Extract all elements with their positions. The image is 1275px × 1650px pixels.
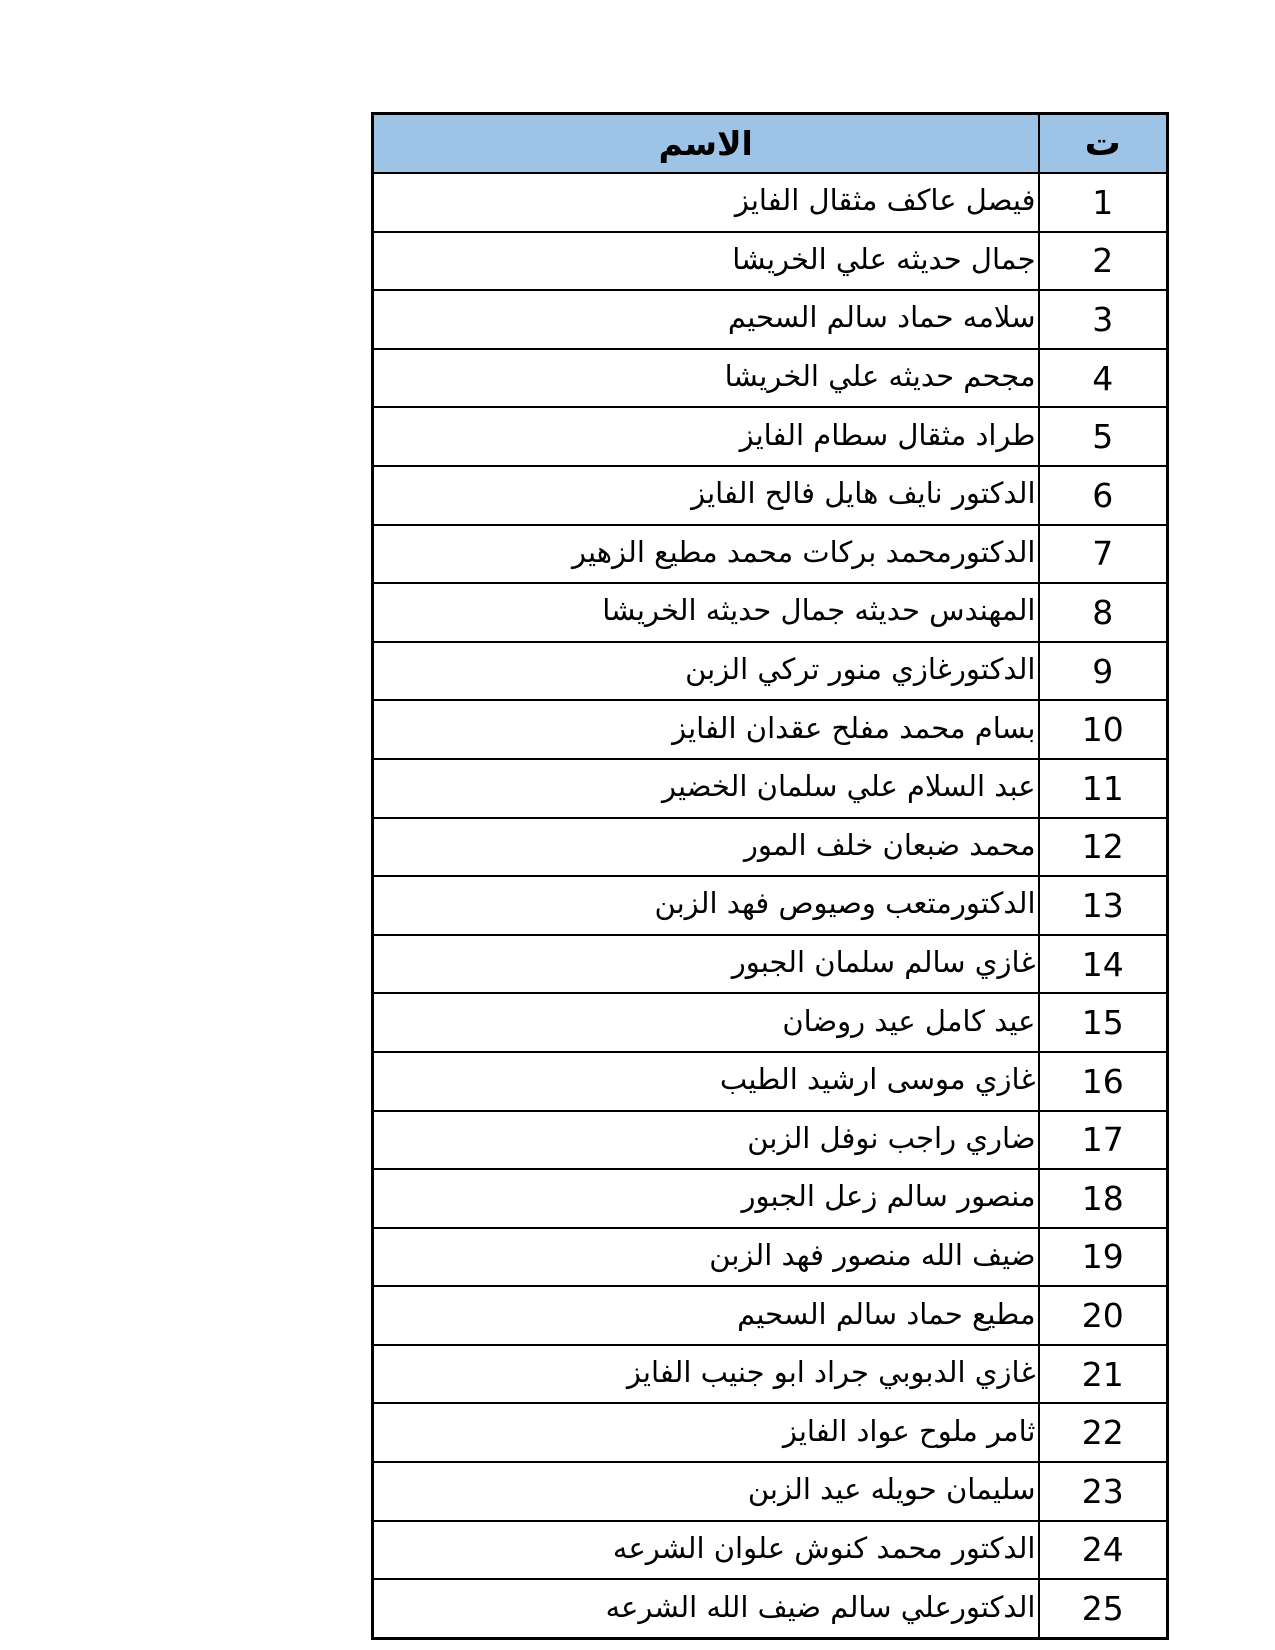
row-name-cell: ضاري راجب نوفل الزبن bbox=[373, 1111, 1039, 1170]
table-row bbox=[373, 700, 1168, 759]
row-number-cell: 16 bbox=[1039, 1052, 1168, 1111]
table-row bbox=[373, 1228, 1168, 1287]
row-number-cell: 9 bbox=[1039, 642, 1168, 701]
row-name-cell: الدكتورمتعب وصيوص فهد الزبن bbox=[373, 876, 1039, 935]
row-name-cell: بسام محمد مفلح عقدان الفايز bbox=[373, 700, 1039, 759]
row-name-cell: محمد ضبعان خلف المور bbox=[373, 818, 1039, 877]
row-number-cell: 8 bbox=[1039, 583, 1168, 642]
table-row bbox=[373, 1169, 1168, 1228]
row-number-cell: 12 bbox=[1039, 818, 1168, 877]
table-row bbox=[373, 173, 1168, 232]
table-row bbox=[373, 1345, 1168, 1404]
table-row bbox=[373, 876, 1168, 935]
table-row bbox=[373, 935, 1168, 994]
table-row bbox=[373, 1403, 1168, 1462]
row-name-cell: عبد السلام علي سلمان الخضير bbox=[373, 759, 1039, 818]
row-name-cell: سلامه حماد سالم السحيم bbox=[373, 290, 1039, 349]
header-row bbox=[373, 114, 1168, 174]
row-number-cell: 25 bbox=[1039, 1579, 1168, 1638]
row-name-cell: الدكتورغازي منور تركي الزبن bbox=[373, 642, 1039, 701]
table-row bbox=[373, 290, 1168, 349]
table-row bbox=[373, 232, 1168, 291]
table-row bbox=[373, 993, 1168, 1052]
names-table bbox=[371, 112, 1169, 1640]
row-number-cell: 15 bbox=[1039, 993, 1168, 1052]
row-name-cell: منصور سالم زعل الجبور bbox=[373, 1169, 1039, 1228]
row-name-cell: سليمان حويله عيد الزبن bbox=[373, 1462, 1039, 1521]
table-row bbox=[373, 1286, 1168, 1345]
row-name-cell: فيصل عاكف مثقال الفايز bbox=[373, 173, 1039, 232]
row-name-cell: المهندس حديثه جمال حديثه الخريشا bbox=[373, 583, 1039, 642]
header-index: ت bbox=[1039, 114, 1168, 174]
row-number-cell: 18 bbox=[1039, 1169, 1168, 1228]
row-number-cell: 17 bbox=[1039, 1111, 1168, 1170]
table-row bbox=[373, 466, 1168, 525]
table-row bbox=[373, 349, 1168, 408]
row-name-cell: ثامر ملوح عواد الفايز bbox=[373, 1403, 1039, 1462]
row-number-cell: 4 bbox=[1039, 349, 1168, 408]
table-row bbox=[373, 1462, 1168, 1521]
row-name-cell: غازي موسى ارشيد الطيب bbox=[373, 1052, 1039, 1111]
row-name-cell: الدكتور نايف هايل فالح الفايز bbox=[373, 466, 1039, 525]
table-row bbox=[373, 818, 1168, 877]
table-row bbox=[373, 1521, 1168, 1580]
row-name-cell: الدكتور محمد كنوش علوان الشرعه bbox=[373, 1521, 1039, 1580]
row-number-cell: 21 bbox=[1039, 1345, 1168, 1404]
row-number-cell: 3 bbox=[1039, 290, 1168, 349]
row-name-cell: مجحم حديثه علي الخريشا bbox=[373, 349, 1039, 408]
table-row bbox=[373, 1579, 1168, 1638]
row-name-cell: عيد كامل عيد روضان bbox=[373, 993, 1039, 1052]
row-number-cell: 14 bbox=[1039, 935, 1168, 994]
header-name: الاسم bbox=[373, 114, 1039, 174]
table-row bbox=[373, 759, 1168, 818]
row-name-cell: غازي الدبوبي جراد ابو جنيب الفايز bbox=[373, 1345, 1039, 1404]
row-number-cell: 10 bbox=[1039, 700, 1168, 759]
table-row bbox=[373, 642, 1168, 701]
table-row bbox=[373, 525, 1168, 584]
row-number-cell: 23 bbox=[1039, 1462, 1168, 1521]
table-header bbox=[373, 114, 1168, 174]
row-number-cell: 13 bbox=[1039, 876, 1168, 935]
row-number-cell: 6 bbox=[1039, 466, 1168, 525]
row-number-cell: 1 bbox=[1039, 173, 1168, 232]
row-number-cell: 11 bbox=[1039, 759, 1168, 818]
table-row bbox=[373, 1052, 1168, 1111]
row-number-cell: 19 bbox=[1039, 1228, 1168, 1287]
row-name-cell: ضيف الله منصور فهد الزبن bbox=[373, 1228, 1039, 1287]
table-body bbox=[373, 173, 1168, 1638]
row-number-cell: 20 bbox=[1039, 1286, 1168, 1345]
row-name-cell: الدكتورعلي سالم ضيف الله الشرعه bbox=[373, 1579, 1039, 1638]
row-number-cell: 7 bbox=[1039, 525, 1168, 584]
row-name-cell: غازي سالم سلمان الجبور bbox=[373, 935, 1039, 994]
row-number-cell: 22 bbox=[1039, 1403, 1168, 1462]
table-row bbox=[373, 583, 1168, 642]
row-number-cell: 2 bbox=[1039, 232, 1168, 291]
row-name-cell: طراد مثقال سطام الفايز bbox=[373, 407, 1039, 466]
row-number-cell: 5 bbox=[1039, 407, 1168, 466]
row-number-cell: 24 bbox=[1039, 1521, 1168, 1580]
table-row bbox=[373, 407, 1168, 466]
row-name-cell: الدكتورمحمد بركات محمد مطيع الزهير bbox=[373, 525, 1039, 584]
row-name-cell: جمال حديثه علي الخريشا bbox=[373, 232, 1039, 291]
table-row bbox=[373, 1111, 1168, 1170]
row-name-cell: مطيع حماد سالم السحيم bbox=[373, 1286, 1039, 1345]
